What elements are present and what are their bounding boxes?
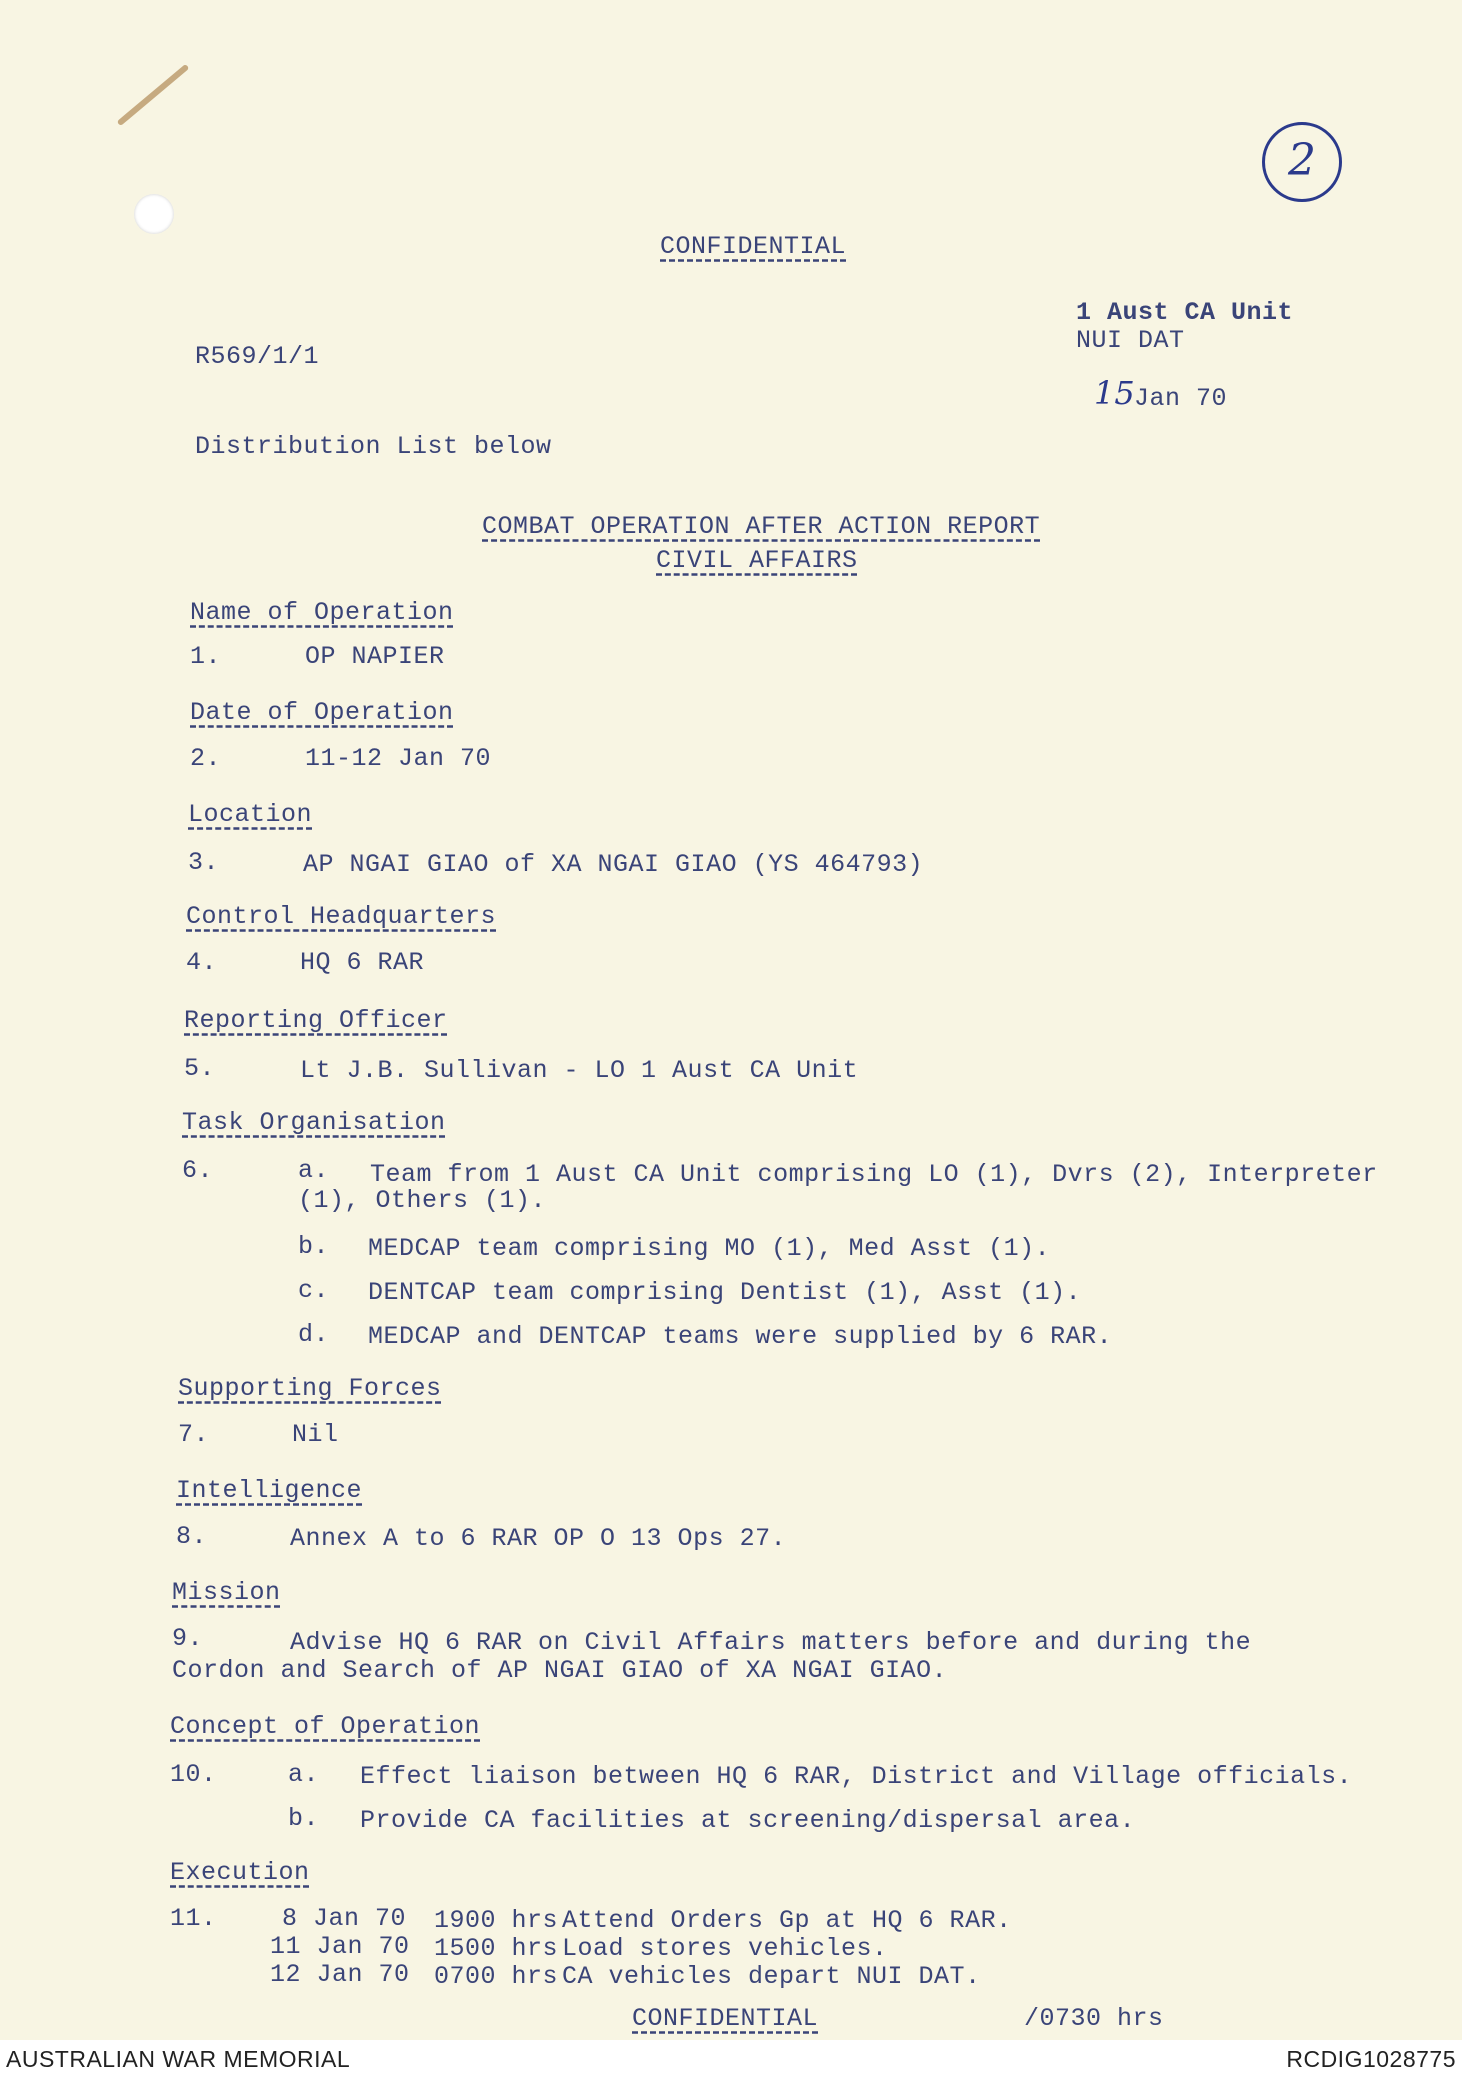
subitem-letter: d. — [298, 1320, 330, 1349]
report-title: COMBAT OPERATION AFTER ACTION REPORT — [482, 512, 1041, 541]
execution-date: 12 Jan 70 — [270, 1960, 410, 1989]
classification-bottom: CONFIDENTIAL — [632, 2004, 819, 2033]
section-text: Advise HQ 6 RAR on Civil Affairs matters before and during the — [290, 1628, 1252, 1657]
section-text: Annex A to 6 RAR OP O 13 Ops 27. — [290, 1524, 787, 1553]
unit-name: 1 Aust CA Unit — [1076, 298, 1294, 327]
execution-time: 1500 hrs — [434, 1934, 559, 1963]
section-heading: Mission — [172, 1578, 281, 1607]
section-number: 7. — [178, 1420, 210, 1449]
section-number: 11. — [170, 1904, 217, 1933]
distribution-note: Distribution List below — [195, 432, 552, 461]
rust-stain — [117, 64, 190, 126]
section-number: 9. — [172, 1624, 204, 1653]
page-number-circled: 2 — [1262, 122, 1342, 202]
section-heading: Supporting Forces — [178, 1374, 442, 1403]
classification-top: CONFIDENTIAL — [660, 232, 847, 261]
section-heading: Date of Operation — [190, 698, 454, 727]
section-number: 8. — [176, 1522, 208, 1551]
execution-text: Load stores vehicles. — [562, 1934, 888, 1963]
execution-time: 1900 hrs — [434, 1906, 559, 1935]
subitem-text: Provide CA facilities at screening/dispersal area. — [360, 1806, 1136, 1835]
execution-date: 8 Jan 70 — [282, 1904, 407, 1933]
section-heading: Concept of Operation — [170, 1712, 481, 1741]
section-heading: Execution — [170, 1858, 310, 1887]
section-number: 3. — [188, 848, 220, 877]
section-text: OP NAPIER — [305, 642, 445, 671]
execution-time: 0700 hrs — [434, 1962, 559, 1991]
section-number: 4. — [186, 948, 218, 977]
continuation-note: /0730 hrs — [1024, 2004, 1164, 2033]
unit-location: NUI DAT — [1076, 326, 1185, 355]
execution-date: 11 Jan 70 — [270, 1932, 410, 1961]
section-number: 1. — [190, 642, 222, 671]
subitem-letter: b. — [288, 1804, 320, 1833]
subitem-text: DENTCAP team comprising Dentist (1), Asst (1). — [368, 1278, 1082, 1307]
subitem-text: Effect liaison between HQ 6 RAR, District and Village officials. — [360, 1762, 1353, 1791]
punch-hole — [134, 194, 174, 234]
archive-label-right: RCDIG1028775 — [1286, 2046, 1456, 2072]
subitem-letter: a. — [288, 1760, 320, 1789]
section-heading: Task Organisation — [182, 1108, 446, 1137]
section-heading: Location — [188, 800, 313, 829]
section-text: HQ 6 RAR — [300, 948, 425, 977]
section-number: 6. — [182, 1156, 214, 1185]
subitem-letter: a. — [298, 1156, 330, 1185]
subitem-text-cont: (1), Others (1). — [298, 1186, 547, 1215]
archive-label-left: AUSTRALIAN WAR MEMORIAL — [6, 2046, 351, 2072]
section-heading: Reporting Officer — [184, 1006, 448, 1035]
subitem-letter: c. — [298, 1276, 330, 1305]
section-heading: Name of Operation — [190, 598, 454, 627]
execution-text: CA vehicles depart NUI DAT. — [562, 1962, 981, 1991]
subitem-text: Team from 1 Aust CA Unit comprising LO (1), Dvrs (2), Interpreter — [370, 1160, 1378, 1189]
section-text: 11-12 Jan 70 — [305, 744, 492, 773]
section-number: 2. — [190, 744, 222, 773]
section-number: 10. — [170, 1760, 217, 1789]
section-text: Nil — [292, 1420, 339, 1449]
subitem-letter: b. — [298, 1232, 330, 1261]
reference-number: R569/1/1 — [195, 342, 320, 371]
section-number: 5. — [184, 1054, 216, 1083]
date-handwritten: 15 — [1094, 374, 1135, 412]
subitem-text: MEDCAP team comprising MO (1), Med Asst (1). — [368, 1234, 1051, 1263]
section-text: Lt J.B. Sullivan - LO 1 Aust CA Unit — [300, 1056, 859, 1085]
section-heading: Control Headquarters — [186, 902, 497, 931]
date-typed: Jan 70 — [1134, 384, 1228, 413]
section-heading: Intelligence — [176, 1476, 363, 1505]
execution-text: Attend Orders Gp at HQ 6 RAR. — [562, 1906, 1012, 1935]
subitem-text: MEDCAP and DENTCAP teams were supplied by 6 RAR. — [368, 1322, 1113, 1351]
section-text: AP NGAI GIAO of XA NGAI GIAO (YS 464793) — [303, 850, 924, 879]
report-subtitle: CIVIL AFFAIRS — [656, 546, 858, 575]
section-text-cont: Cordon and Search of AP NGAI GIAO of XA NGAI GIAO. — [172, 1656, 948, 1685]
